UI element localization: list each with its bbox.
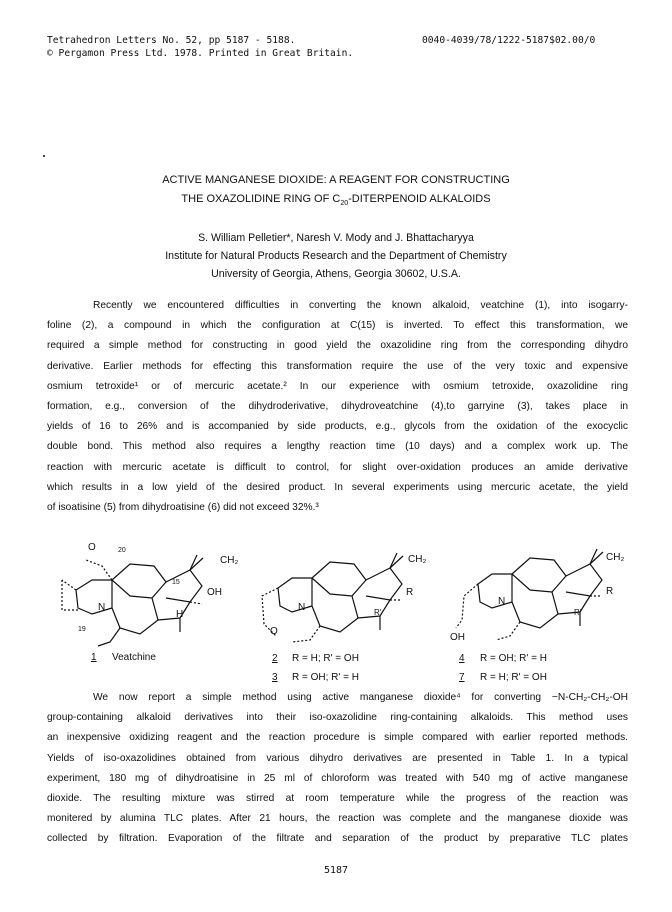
s1-ch2: CH₂: [220, 555, 239, 566]
compound-7-number: 7: [459, 672, 465, 683]
p2-line: Yields of iso-oxazolidines obtained from various dihydro derivatives are presented in Table 1. In a typical: [47, 752, 628, 764]
p1-line: foline (2), a compound in which the configuration at C(15) is inverted. To effect this transformation, we: [47, 320, 628, 332]
s3-r: R: [606, 586, 614, 597]
compound-7-def: R = H; R' = OH: [480, 672, 547, 683]
title-line-1: ACTIVE MANGANESE DIOXIDE: A REAGENT FOR CONSTRUCTING: [162, 174, 510, 186]
s2-rp: R': [374, 608, 382, 617]
title-line-2: [0, 192, 672, 211]
p1-line: Recently we encountered difficulties in converting the known alkaloid, veatchine (1), into isogarry-: [93, 300, 628, 311]
s1-h: H: [176, 609, 184, 620]
p2-line: We now report a simple method using active manganese dioxide⁴ for converting −N-CH₂-CH₂-OH: [93, 692, 628, 703]
authors: S. William Pelletier*, Naresh V. Mody and J. Bhattacharyya: [198, 232, 474, 244]
s1-n: N: [98, 602, 106, 613]
s3-rp: R': [574, 608, 582, 617]
title-line-2-pre: THE OXAZOLIDINE RING OF C: [181, 193, 341, 205]
title-line-2-post: -DITERPENOID ALKALOIDS: [348, 193, 491, 205]
s3-n: N: [498, 596, 506, 607]
s1-c19: 19: [78, 626, 86, 633]
journal-line-2: © Pergamon Press Ltd. 1978. Printed in Great Britain.: [47, 48, 354, 59]
s1-o: O: [88, 542, 96, 553]
s2-ch2: CH₂: [408, 554, 427, 565]
compound-1-name: Veatchine: [112, 652, 156, 663]
s1-oh: OH: [207, 587, 222, 598]
compound-1-number: 1: [91, 652, 97, 663]
p1-line: formation, e.g., conversion of the dihydroderivative, dihydroveatchine (4),to garryine (3), takes place in: [47, 401, 628, 413]
p1-line: reaction with mercuric acetate is difficult to control, for slight over-oxidation produces an amide derivative: [47, 461, 628, 473]
title-subscript: 20: [340, 200, 349, 208]
page-number: 5187: [323, 865, 349, 876]
compound-3-def: R = OH; R' = H: [292, 672, 359, 683]
structure-isogarryfoline: [262, 553, 403, 642]
compound-2-def: R = H; R' = OH: [292, 653, 359, 664]
compound-2-number: 2: [272, 653, 278, 664]
structure-dihydroveatchine: [456, 549, 603, 640]
p1-line: yields of 16 to 26% and is accompanied by side products, e.g., glycols from the oxidation of the exocyclic: [47, 421, 628, 433]
paragraph-2: [47, 688, 628, 850]
s2-n: N: [298, 602, 306, 613]
stray-mark: [43, 155, 45, 157]
journal-line-1: Tetrahedron Letters No. 52, pp 5187 - 5188.: [47, 35, 296, 46]
p2-line: monitered by alumina TLC plates. After 21 hours, the reaction was complete and the manganese dioxide was: [47, 813, 628, 825]
p1-line: required a simple method for constructing in good yield the oxazolidine ring from the corresponding dihydro: [47, 340, 628, 352]
p2-line: an inexpensive oxidizing reagent and the reaction procedure is simple compared with earlier reported methods.: [47, 732, 628, 744]
s2-o: O: [270, 626, 278, 637]
p1-line: double bond. This method also requires a lengthy reaction time (10 days) and a complex work up. The: [47, 441, 628, 453]
journal-header: [47, 34, 353, 60]
s1-c15: 15: [172, 579, 180, 586]
p1-line: derivative. Earlier methods for effecting this transformation require the use of the very toxic and expensive: [47, 360, 628, 372]
s2-r: R: [406, 587, 414, 598]
p2-line: collected by filtration. Evaporation of the filtrate and separation of the product by preparative TLC plates: [47, 833, 628, 845]
p2-line: group-containing alkaloid derivatives into their iso-oxazolidine ring-containing alkaloids. This method uses: [47, 712, 628, 724]
article-code: 0040-4039/78/1222-5187$02.00/0: [422, 35, 596, 46]
institution: Institute for Natural Products Research and the Department of Chemistry: [165, 250, 507, 262]
s3-ch2: CH₂: [606, 552, 625, 563]
structures-svg: [40, 528, 640, 688]
s3-oh: OH: [450, 632, 465, 643]
paragraph-1: [47, 296, 628, 518]
p1-line: which results in a low yield of the desired product. In several experiments using mercuric acetate, the yield: [47, 481, 628, 493]
university: University of Georgia, Athens, Georgia 30602, U.S.A.: [211, 268, 461, 280]
p2-line: experiment, 180 mg of dihydroatisine in 25 ml of chloroform was treated with 540 mg of active manganese: [47, 772, 628, 784]
compound-4-number: 4: [459, 653, 465, 664]
compound-3-number: 3: [272, 672, 278, 683]
structures-figure: [40, 528, 640, 688]
p1-line: of isoatisine (5) from dihydroatisine (6) did not exceed 32%.³: [47, 502, 319, 514]
compound-4-def: R = OH; R' = H: [480, 653, 547, 664]
p2-line: dioxide. The resulting mixture was stirred at room temperature while the progress of the reaction was: [47, 793, 628, 805]
p1-line: osmium tetroxide¹ or of mercuric acetate.² In our experience with osmium tetroxide, oxazolidine ring: [47, 380, 628, 392]
s1-c20: 20: [118, 547, 126, 554]
